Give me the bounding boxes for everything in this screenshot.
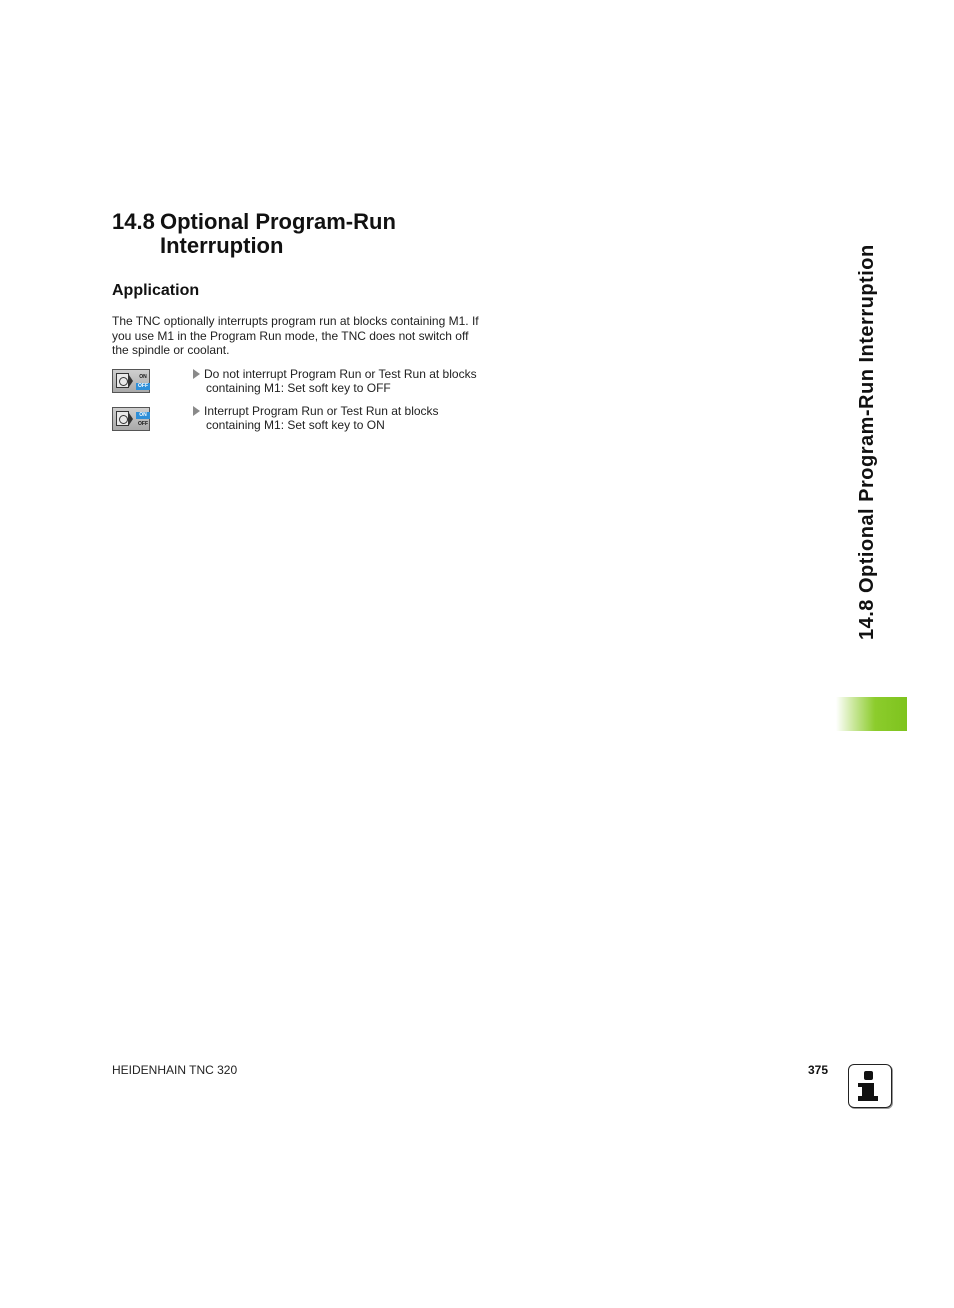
- step-item-2: [193, 404, 523, 432]
- softkey-on-label: ON: [136, 412, 150, 419]
- step-2-line-1: Interrupt Program Run or Test Run at blocks: [204, 404, 439, 418]
- section-title-line2: Interruption: [160, 233, 284, 258]
- step-2-line-2: containing M1: Set soft key to ON: [206, 418, 385, 432]
- arrow-right-icon: [129, 375, 133, 387]
- page-number: 375: [808, 1063, 829, 1077]
- bullet-triangle-icon: [193, 406, 200, 416]
- arrow-right-icon: [129, 413, 133, 425]
- section-title: [112, 210, 396, 258]
- info-icon: [848, 1064, 892, 1108]
- softkey-m1-off[interactable]: [112, 369, 150, 393]
- softkey-m1-on[interactable]: [112, 407, 150, 431]
- section-title-line1: Optional Program-Run: [160, 209, 396, 234]
- chapter-tab-marker: [836, 697, 907, 731]
- footer-product-name: HEIDENHAIN TNC 320: [112, 1063, 238, 1077]
- softkey-off-label: OFF: [138, 421, 148, 427]
- section-number: 14.8: [112, 209, 155, 234]
- intro-line-1: The TNC optionally interrupts program run at blocks containing M1. If: [112, 314, 479, 328]
- step-1-line-2: containing M1: Set soft key to OFF: [206, 381, 391, 395]
- bullet-triangle-icon: [193, 369, 200, 379]
- softkey-on-label: ON: [139, 374, 147, 380]
- stop-symbol-icon: [116, 373, 129, 388]
- intro-line-2: you use M1 in the Program Run mode, the TNC does not switch off: [112, 328, 469, 343]
- step-item-1: [193, 367, 523, 395]
- softkey-off-label: OFF: [138, 383, 148, 389]
- step-1-line-1: Do not interrupt Program Run or Test Run at blocks: [204, 367, 477, 381]
- stop-symbol-icon: [116, 411, 129, 426]
- intro-paragraph: [112, 314, 522, 358]
- subsection-title: Application: [112, 282, 200, 299]
- intro-line-3: the spindle or coolant.: [112, 343, 230, 357]
- side-chapter-title: 14.8 Optional Program-Run Interruption: [856, 244, 878, 640]
